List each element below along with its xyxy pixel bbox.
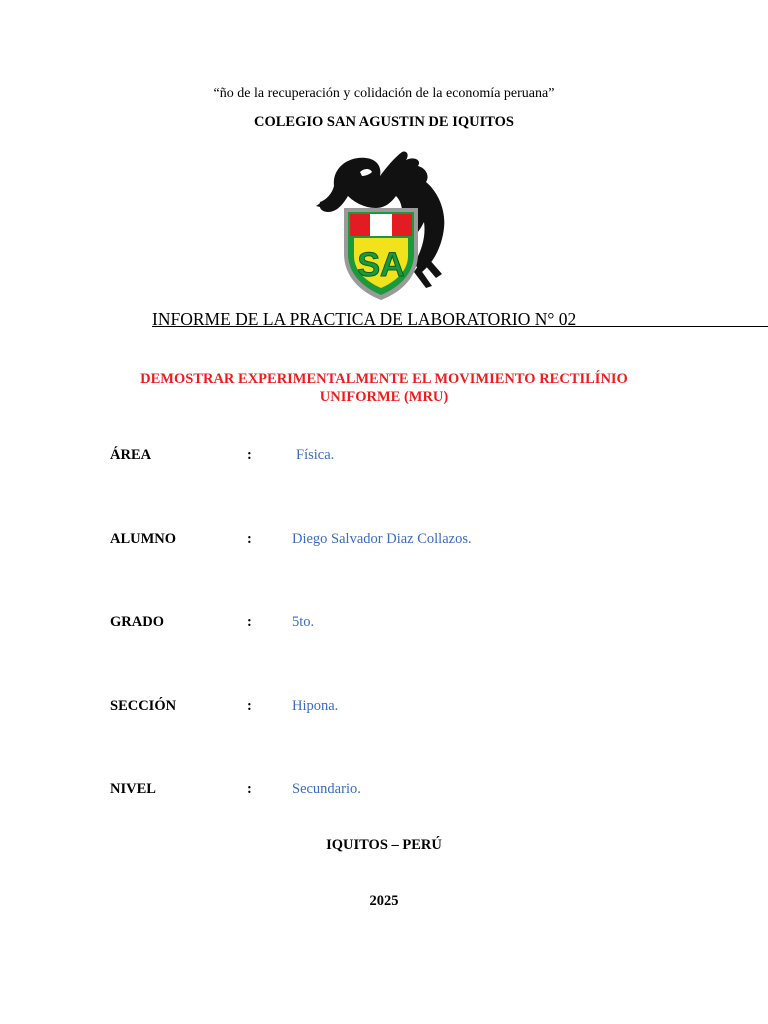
field-colon: : <box>247 531 252 547</box>
report-title: INFORME DE LA PRACTICA DE LABORATORIO N° 02 <box>152 309 577 329</box>
field-value: 5to. <box>292 614 315 630</box>
field-colon: : <box>247 698 252 714</box>
field-grado <box>110 614 710 634</box>
field-value: Secundario. <box>292 781 361 797</box>
svg-text:SA: SA <box>357 246 405 284</box>
field-nivel <box>110 781 710 801</box>
report-subject <box>0 370 768 406</box>
field-colon: : <box>247 614 252 630</box>
field-value: Hipona. <box>292 698 339 714</box>
field-area <box>110 447 710 467</box>
field-value: Física. <box>296 447 335 463</box>
city-country: IQUITOS – PERÚ <box>326 837 442 853</box>
field-label: ÁREA <box>110 447 152 463</box>
title-underline <box>152 326 768 327</box>
subject-line-1: DEMOSTRAR EXPERIMENTALMENTE EL MOVIMIENTO RECTILÍNIO <box>140 371 628 387</box>
field-label: SECCIÓN <box>110 698 177 714</box>
field-label: ALUMNO <box>110 531 177 547</box>
field-label: NIVEL <box>110 781 156 797</box>
field-alumno <box>110 531 710 551</box>
national-motto: “ño de la recuperación y colidación de la economía peruana” <box>213 86 555 101</box>
year: 2025 <box>369 893 399 909</box>
shield-emblem <box>344 208 418 300</box>
field-colon: : <box>247 447 252 463</box>
subject-line-2: UNIFORME (MRU) <box>319 389 449 405</box>
school-logo <box>314 146 454 302</box>
field-label: GRADO <box>110 614 164 630</box>
school-name: COLEGIO SAN AGUSTIN DE IQUITOS <box>253 114 514 130</box>
field-colon: : <box>247 781 252 797</box>
field-seccion <box>110 698 710 718</box>
field-value: Diego Salvador Diaz Collazos. <box>292 531 472 547</box>
